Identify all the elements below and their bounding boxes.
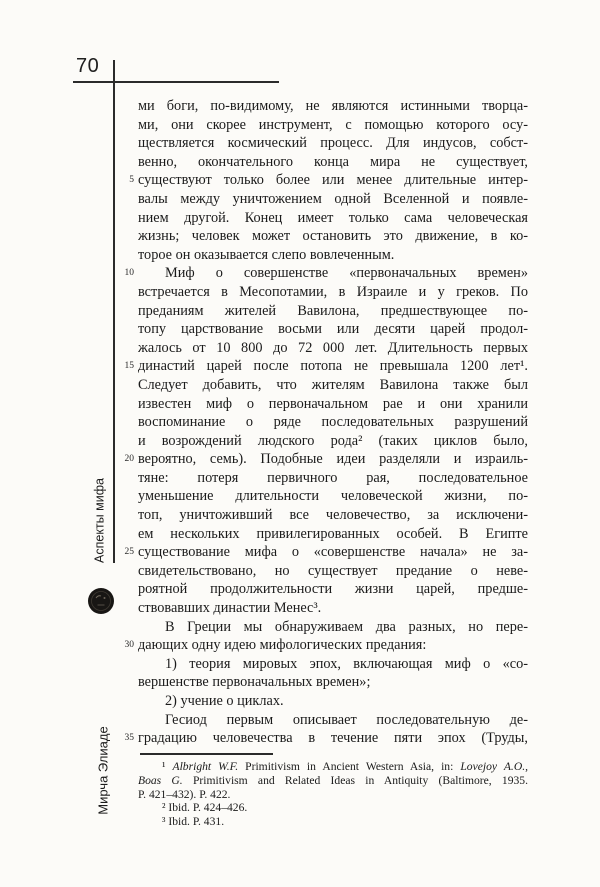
body-line: валы между уничтожением одной Вселенной и появле- xyxy=(138,190,528,207)
margin-line-number: 15 xyxy=(124,360,134,371)
body-line: существуют только более или менее длительные интер- xyxy=(138,172,528,189)
footnote-italic-segment: Lovejoy A.O., xyxy=(460,760,528,773)
body-line: В Греции мы обнаруживаем два разных, но пере- xyxy=(165,618,528,635)
margin-vertical-rule xyxy=(113,60,115,563)
footnote-line xyxy=(138,760,528,774)
body-line: венно, окончательного конца мира не существует, xyxy=(138,153,528,170)
footnote-segment: P. 421–432). P. 422. xyxy=(138,787,231,801)
body-line: преданиям жителей Вавилона, предшествующее по- xyxy=(138,302,528,319)
body-line: жизнь; человек может остановить это движение, в ко- xyxy=(138,228,528,245)
margin-line-number: 20 xyxy=(124,453,134,464)
footnote-line xyxy=(138,774,528,788)
body-line: уменьшение длительности человеческой жизни, по- xyxy=(138,488,528,505)
margin-line-number: 5 xyxy=(129,174,134,185)
body-line: династий царей после потопа не превышала 1200 лет¹. xyxy=(138,358,528,375)
sidebar-author: Мирча Элиаде xyxy=(95,726,111,815)
body-line: ми боги, по-видимому, не являются истинными творца- xyxy=(138,98,528,114)
body-line: Следует добавить, что жителям Вавилона также был xyxy=(138,376,528,393)
body-line: известен миф о первоначальном рае и они хранили xyxy=(138,395,528,412)
body-line: свидетельствовано, но существует предание о неве- xyxy=(138,562,528,579)
footnote-italic-segment: Boas G. xyxy=(138,773,183,787)
body-text xyxy=(138,97,528,748)
body-line: 1) теория мировых эпох, включающая миф о «со- xyxy=(165,655,528,672)
margin-line-number: 35 xyxy=(124,732,134,743)
footnote-line xyxy=(138,815,528,829)
footnote-line xyxy=(138,788,528,802)
footnote-segment: ² Ibid. P. 424–426. xyxy=(162,801,248,815)
body-line: ми, они скорее инструмент, с помощью которого осу- xyxy=(138,116,528,133)
footnotes xyxy=(138,760,528,829)
body-line: 2) учение о циклах. xyxy=(165,693,284,709)
footnote-italic-segment: Albright W.F. xyxy=(172,760,239,773)
body-line: жалось от 10 800 до 72 000 лет. Длительность первых xyxy=(138,339,528,356)
body-line: топ, уничтоживший все человечество, за исключени- xyxy=(138,507,528,524)
margin-line-number: 25 xyxy=(124,546,134,557)
sidebar-book-title: Аспекты мифа xyxy=(92,478,107,563)
margin-line-number: 30 xyxy=(124,639,134,650)
page-number: 70 xyxy=(76,55,100,77)
body-line: Гесиод первым описывает последовательную де- xyxy=(165,711,528,728)
body-line: топу царствование восьми или десяти царей продол- xyxy=(138,321,528,338)
body-line: тяне: потеря первичного рая, последовательное xyxy=(138,469,528,486)
footnote-segment: ¹ xyxy=(162,760,173,773)
publisher-logo xyxy=(87,587,115,615)
body-line: вершенстве первоначальных времен»; xyxy=(138,674,371,691)
body-line: дающих одну идею мифологических предания: xyxy=(138,637,427,654)
body-line: роятной продолжительности жизни царей, предше- xyxy=(138,581,528,598)
publisher-logo-icon xyxy=(87,587,115,615)
body-line: торое он оказывается слепо вовлеченным. xyxy=(138,246,395,263)
footnote-segment: Primitivism in Ancient Western Asia, in: xyxy=(238,760,461,773)
body-line: нием другой. Конец имеет только сама человеческая xyxy=(138,209,528,226)
footnote-line xyxy=(138,801,528,815)
margin-line-number: 10 xyxy=(124,267,134,278)
body-line: и возрождений людского рода² (таких циклов было, xyxy=(138,432,528,449)
body-line: градацию человечества в течение пяти эпох (Труды, xyxy=(138,730,528,747)
body-line: ствовавших династии Менес³. xyxy=(138,600,322,617)
body-line: вероятно, семь). Подобные идеи разделяли и израиль- xyxy=(138,451,528,468)
body-line: встречается в Месопотамии, в Израиле и у греков. По xyxy=(138,283,528,300)
body-line: ществляется космический процесс. Для индусов, собст- xyxy=(138,135,528,152)
footnote-segment: ³ Ibid. P. 431. xyxy=(162,815,225,829)
body-line: существование мифа о «совершенстве начала» не за- xyxy=(138,544,528,561)
footnote-rule xyxy=(140,753,273,755)
body-line: Миф о совершенстве «первоначальных времен» xyxy=(165,265,528,282)
body-line: ем нескольких привилегированных особей. В Египте xyxy=(138,525,528,542)
header-rule xyxy=(73,81,279,83)
footnote-segment: Primitivism and Related Ideas in Antiquity (Baltimore, 1935. xyxy=(182,773,528,787)
body-line: воспоминание о ряде последовательных разрушений xyxy=(138,414,528,431)
